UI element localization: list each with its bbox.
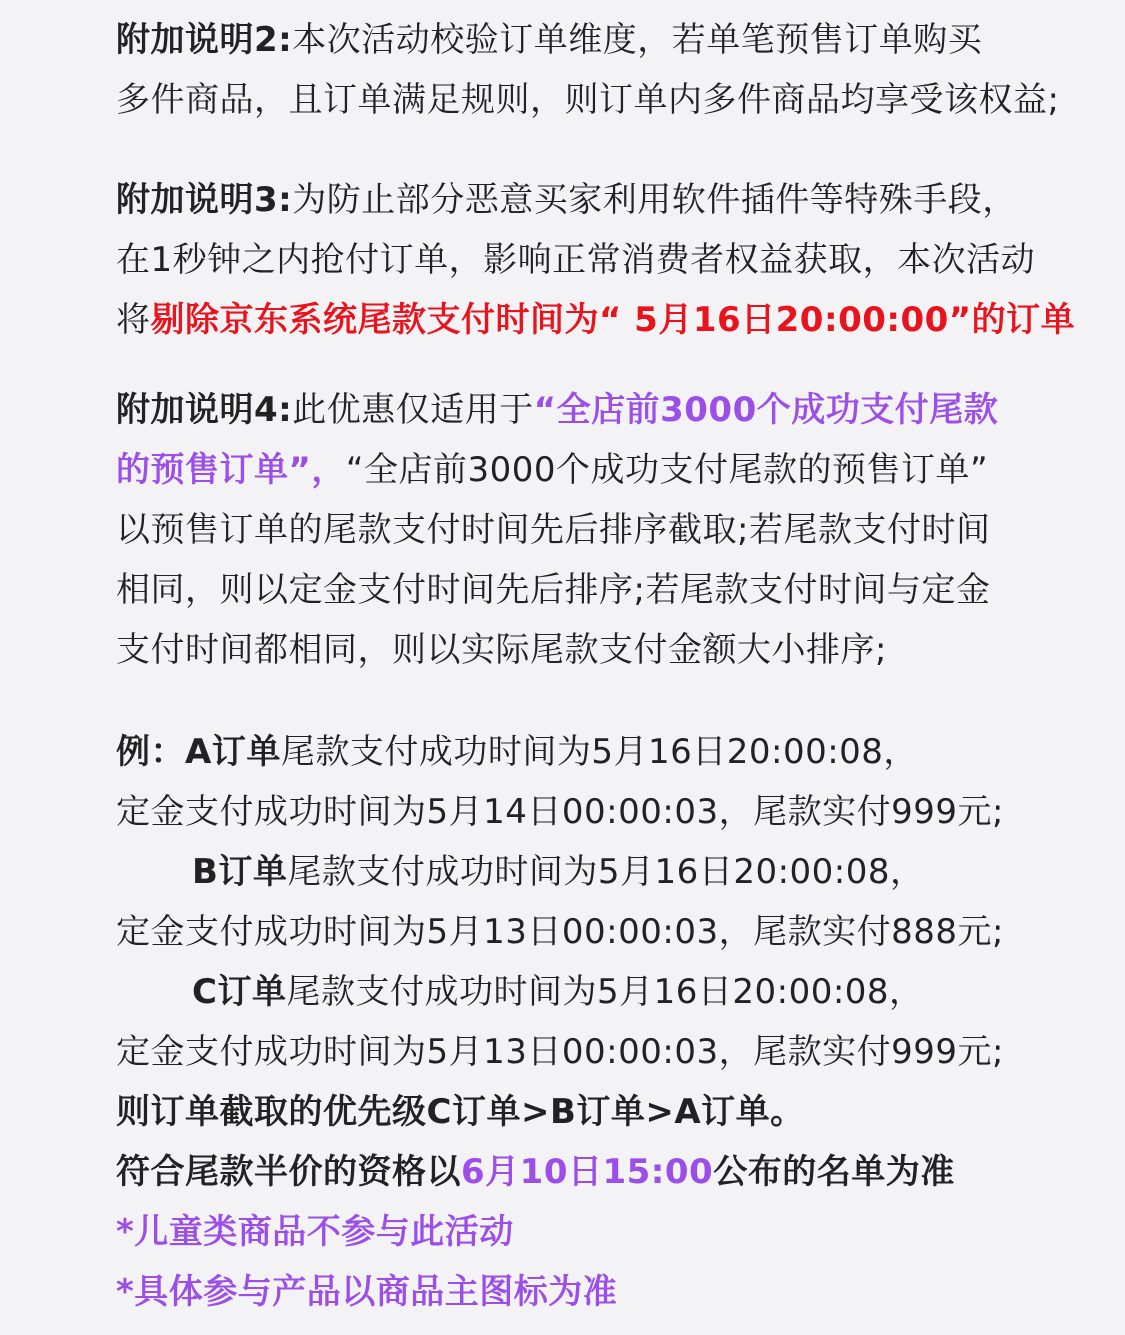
note-3-line-1 — [116, 170, 1055, 230]
example-prefix: 例： — [116, 732, 185, 772]
note-4-label: 附加说明4: — [116, 390, 293, 430]
note-4 — [116, 380, 1055, 680]
note-2-line-2: 多件商品，且订单满足规则，则订单内多件商品均享受该权益; — [116, 80, 1060, 120]
order-a-final-time: 尾款支付成功时间为5月16日20:00:08， — [280, 732, 918, 772]
note-4-text: 此优惠仅适用于 — [292, 390, 534, 430]
note-4-line-3: 以预售订单的尾款支付时间先后排序截取;若尾款支付时间 — [116, 510, 991, 550]
note-2-text: 本次活动校验订单维度，若单笔预售订单购买 — [292, 20, 983, 60]
order-c-name: C订单 — [192, 972, 287, 1012]
order-b-deposit: 定金支付成功时间为5月13日00:00:03，尾款实付888元; — [116, 912, 1004, 952]
announcement-prefix: 符合尾款半价的资格以 — [116, 1152, 461, 1192]
priority-statement: 则订单截取的优先级C订单>B订单>A订单。 — [116, 1092, 805, 1132]
note-3-line-3 — [116, 290, 1076, 350]
note-4-highlight-1: “全店前3000个成功支付尾款 — [533, 390, 999, 430]
note-3-line-2: 在1秒钟之内抢付订单，影响正常消费者权益获取，本次活动 — [116, 240, 1036, 280]
order-b-name: B订单 — [192, 852, 288, 892]
example-order-c-line-1 — [116, 962, 1055, 1022]
note-3-label: 附加说明3: — [116, 180, 293, 220]
note-4-quote: “全店前3000个成功支付尾款的预售订单” — [345, 450, 989, 490]
announcement-suffix: 公布的名单为准 — [713, 1152, 955, 1192]
note-4-line-1 — [116, 380, 1055, 440]
note-3-text: 为防止部分恶意买家利用软件插件等特殊手段， — [292, 180, 1017, 220]
order-c-deposit: 定金支付成功时间为5月13日00:00:03，尾款实付999元; — [116, 1032, 1004, 1072]
order-b-final-time: 尾款支付成功时间为5月16日20:00:08， — [287, 852, 925, 892]
note-2-line-1 — [116, 10, 1055, 70]
note-4-line-5: 支付时间都相同，则以实际尾款支付金额大小排序; — [116, 630, 887, 670]
order-a-deposit: 定金支付成功时间为5月14日00:00:03，尾款实付999元; — [116, 792, 1004, 832]
example-order-b-line-1 — [116, 842, 1055, 902]
example — [116, 722, 1055, 1322]
announcement — [116, 1142, 1055, 1202]
note-4-line-2 — [116, 440, 1055, 500]
note-3-highlight: 剔除京东系统尾款支付时间为“ 5月16日20:00:00”的订单 — [150, 300, 1076, 340]
order-a-name: A订单 — [185, 732, 281, 772]
footnote-children: *儿童类商品不参与此活动 — [116, 1212, 514, 1252]
note-3-prefix: 将 — [116, 300, 151, 340]
announcement-date: 6月10日15:00 — [461, 1152, 714, 1192]
note-2-label: 附加说明2: — [116, 20, 293, 60]
note-2 — [116, 10, 1060, 130]
footnote-products: *具体参与产品以商品主图标为准 — [116, 1272, 618, 1312]
order-c-final-time: 尾款支付成功时间为5月16日20:00:08， — [286, 972, 924, 1012]
note-3 — [116, 170, 1076, 350]
note-4-line-4: 相同，则以定金支付时间先后排序;若尾款支付时间与定金 — [116, 570, 991, 610]
example-order-a-line-1 — [116, 722, 1055, 782]
note-4-highlight-2: 的预售订单”， — [116, 450, 346, 490]
